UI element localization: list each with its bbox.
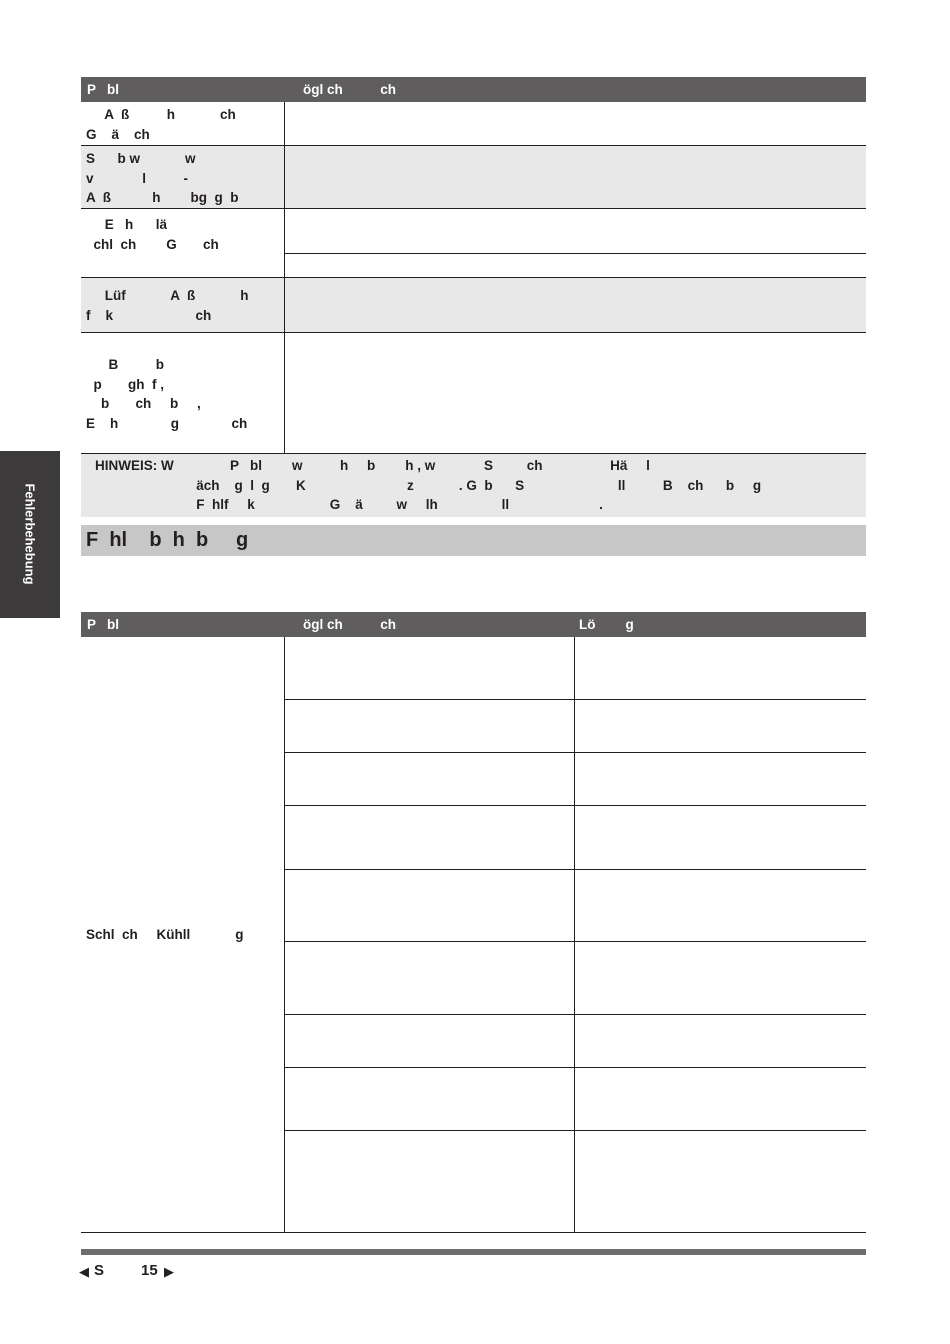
table-1-row-5-problem: B b p gh f , b ch b , E h g ch [86, 357, 248, 431]
footer-left-label: S [94, 1262, 105, 1279]
table-2-rule [285, 1014, 866, 1015]
table-2-header [81, 612, 866, 637]
section-title: F hl b h b g [86, 529, 249, 551]
table-2-rule [285, 1130, 866, 1131]
footer-bar [81, 1249, 866, 1255]
table-2-rule [285, 869, 866, 870]
footer-prev-arrow-icon: ◀ [79, 1264, 89, 1279]
table-1-rule [81, 208, 866, 209]
table-1-row-2-problem: S b w w v l - A ß h bg g b [86, 151, 239, 205]
table-2-rule [285, 699, 866, 700]
table-2-rule [285, 805, 866, 806]
table-1-col-cause-header: ögl ch ch [303, 82, 397, 97]
table-2-col-problem-header: P bl [87, 617, 120, 632]
table-1-header [81, 77, 866, 102]
table-1-rule [81, 145, 866, 146]
table-1-row-3-problem: E h lä chl ch G ch [93, 217, 219, 252]
table-1-note: HINWEIS: W P bl w h b h , w S ch Hä l äch g l g K z . G b S ll B ch b g F hlf k G ä w lh ll . [95, 458, 762, 512]
side-tab-label: Fehlerbehebung [22, 483, 38, 585]
table-1-col-problem-header: P bl [87, 82, 120, 97]
side-tab [0, 451, 60, 618]
table-2-rule [285, 941, 866, 942]
table-2-bottom-rule [81, 1232, 866, 1233]
footer-next-arrow-icon: ▶ [164, 1264, 174, 1279]
table-2-rule [285, 752, 866, 753]
table-2-col-solution-header: Lö g [579, 617, 634, 632]
table-2-column-divider [574, 637, 575, 1233]
table-1-rule [81, 453, 866, 454]
table-1-rule [285, 253, 866, 254]
table-1-row-1-problem: A ß h ch G ä ch [86, 107, 236, 142]
section-title-bar [81, 525, 866, 556]
table-2-rule [285, 1067, 866, 1068]
table-1-column-divider [284, 102, 285, 453]
table-1-rule [81, 332, 866, 333]
page-number: 15 [141, 1262, 158, 1279]
table-2-col-cause-header: ögl ch ch [303, 617, 397, 632]
table-1-rule [81, 277, 866, 278]
table-2-problem: Schl ch Kühll g [86, 927, 244, 942]
table-1-row-4-problem: Lüf A ß h f k ch [86, 288, 249, 323]
table-2-column-divider [284, 637, 285, 1233]
